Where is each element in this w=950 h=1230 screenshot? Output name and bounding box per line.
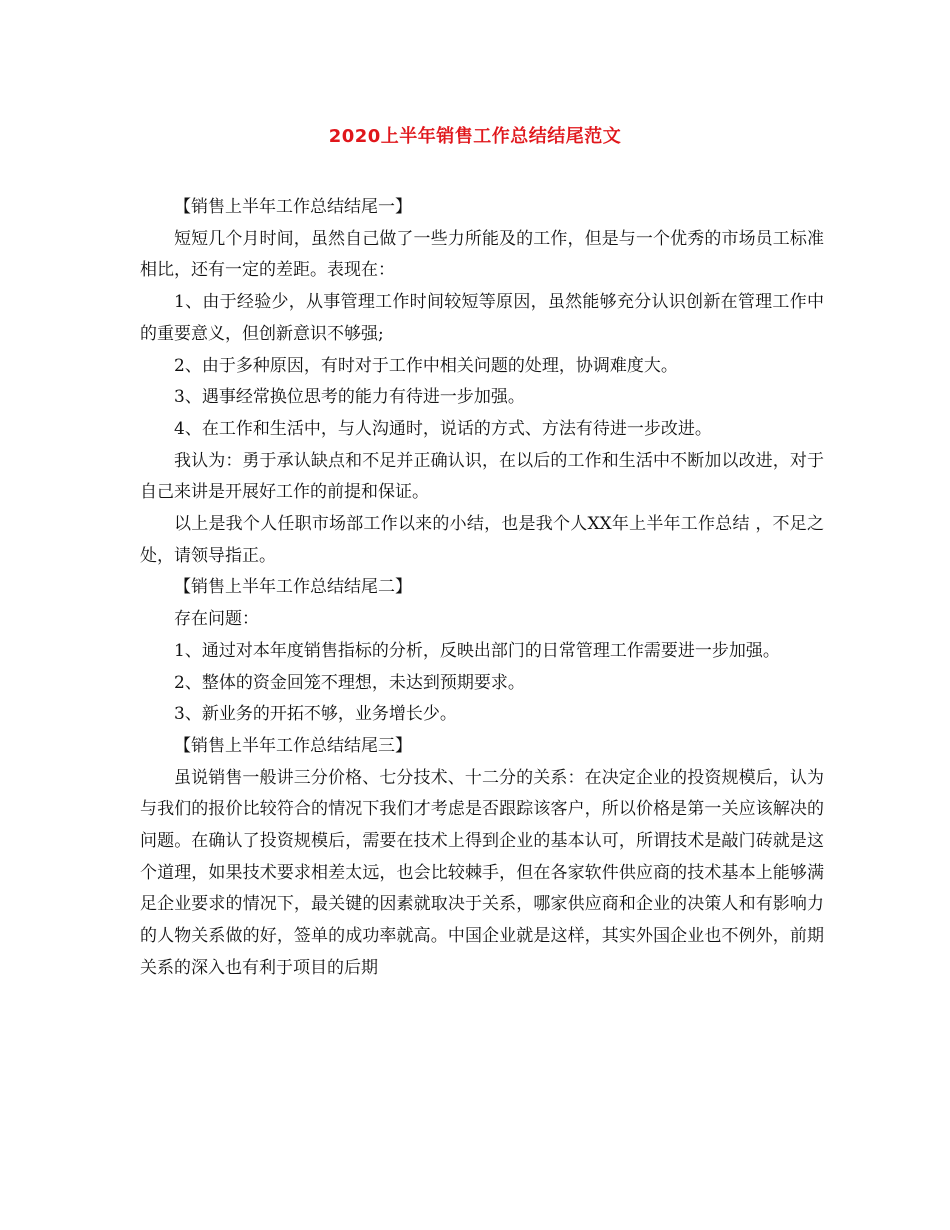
section-heading: 【销售上半年工作总结结尾一】 [174,197,412,217]
paragraph: 短短几个月时间，虽然自己做了一些力所能及的工作，但是与一个优秀的市场员工标准相比，还有一定的差距。表现在： [140,228,824,281]
paragraph: 存在问题： [174,609,259,630]
paragraph: 以上是我个人任职市场部工作以来的小结，也是我个人XX年上半年工作总结 ，不足之处，请领导指正。 [140,514,824,566]
list-item: 4、在工作和生活中，与人沟通时，说话的方式、方法有待进一步改进。 [174,418,712,439]
section-heading: 【销售上半年工作总结结尾三】 [174,735,412,756]
section-heading: 【销售上半年工作总结结尾二】 [174,577,412,598]
document-title: 2020上半年销售工作总结结尾范文 [328,126,622,147]
list-item: 2、整体的资金回笼不理想，未达到预期要求。 [174,672,525,693]
document-body [140,192,824,985]
list-item: 3、遇事经常换位思考的能力有待进一步加强。 [174,387,525,408]
list-item: 3、新业务的开拓不够，业务增长少。 [174,704,457,725]
list-item: 1、通过对本年度销售指标的分析，反映出部门的日常管理工作需要进一步加强。 [174,640,780,661]
list-item: 2、由于多种原因，有时对于工作中相关问题的处理，协调难度大。 [174,355,678,376]
paragraph: 虽说销售一般讲三分价格、七分技术、十二分的关系：在决定企业的投资规模后，认为与我们的报价比较符合的情况下我们才考虑是否跟踪该客户，所以价格是第一关应该解决的问题。在确认了投资规模后，需要在技术上得到企业的基本认可，所谓技术是敲门砖就是这个道理，如果技术要求相差太远，也会比较棘手，但在各家软件供应商的技术基本上能够满足企业要求的情况下，最关键的因素就取决于关系，哪家供应商和企业的决策人和有影响力的人物关系做的好，签单的成功率就高。中国企业就是这样，其实外国企业也不例外，前期关系的深入也有利于项目的后期 [140,767,824,978]
paragraph: 我认为：勇于承认缺点和不足并正确认识，在以后的工作和生活中不断加以改进，对于自己来讲是开展好工作的前提和保证。 [140,450,824,503]
list-item: 1、由于经验少，从事管理工作时间较短等原因，虽然能够充分认识创新在管理工作中的重要意义，但创新意识不够强; [140,292,824,344]
